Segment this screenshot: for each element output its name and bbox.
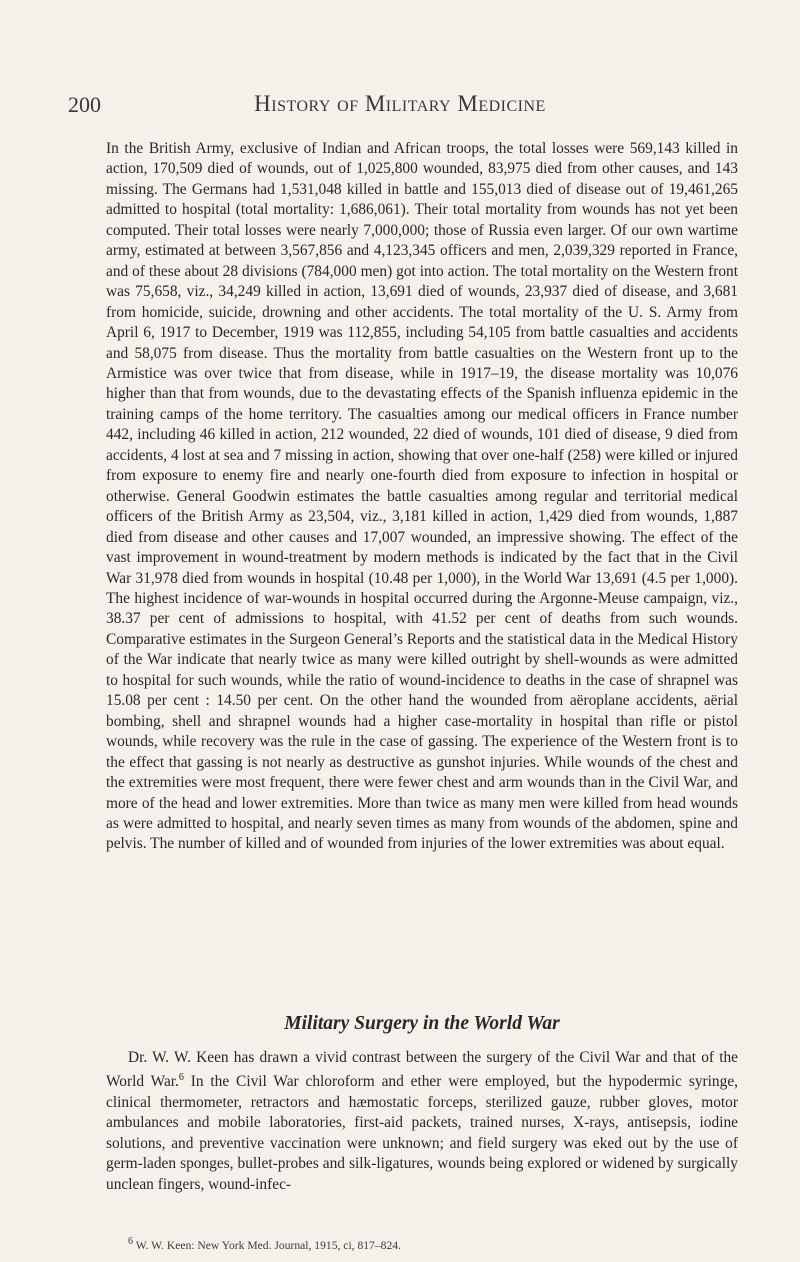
paragraph-2-text-b: In the Civil War chloroform and ether were employed, but the hypodermic syringe, clinical thermometer, retractors and hæmostatic forceps, sterilized gauze, rubber gloves, motor ambulances and mobile laboratories, first-aid packets, trained nurses, X-rays, antisepsis, iodine solutions, and preventive vaccination were unknown; and field surgery was eked out by the use of germ-laden sponges, bullet-probes and silk-ligatures, wounds being explored or widened by surgically unclean fingers, wound-infec- [106,1073,738,1193]
footnote [128,1236,401,1252]
section-heading: Military Surgery in the World War [284,1013,560,1034]
page-number: 200 [68,92,101,117]
footnote-text: W. W. Keen: New York Med. Journal, 1915, ci, 817–824. [133,1238,401,1252]
body-paragraph-2 [106,1048,738,1195]
running-head: History of Military Medicine [254,91,546,116]
footnote-marker: 6 [128,1236,133,1247]
footnote-reference: 6 [178,1072,184,1084]
body-paragraph: In the British Army, exclusive of Indian and African troops, the total losses were 569,143 killed in action, 170,509 died of wounds, out of 1,025,800 wounded, 83,975 died from other causes, and 143 missing. The Germans had 1,531,048 killed in battle and 155,013 died of disease out of 19,461,265 admitted to hospital (total mortality: 1,686,061). Their total mortality from wounds has not yet been computed. Their total losses were nearly 7,000,000; those of Russia even larger. Of our own wartime army, estimated at between 3,567,856 and 4,123,345 officers and men, 2,039,329 reported in France, and of these about 28 divisions (784,000 men) got into action. The total mortality on the Western front was 75,658, viz., 34,249 killed in action, 13,691 died of wounds, 23,937 died of disease, and 3,681 from homicide, suicide, drowning and other accidents. The total mortality of the U. S. Army from April 6, 1917 to December, 1919 was 112,855, including 54,105 from battle casualties and accidents and 58,075 from disease. Thus the mortality from battle casualties on the Western front up to the Armistice was over twice that from disease, while in 1917–19, the disease mortality was 10,076 higher than that from wounds, due to the devastating effects of the Spanish influenza epidemic in the training camps of the home territory. The casualties among our medical officers in France number 442, including 46 killed in action, 212 wounded, 22 died of wounds, 101 died of disease, 9 died from accidents, 4 lost at sea and 7 missing in action, showing that over one-half (258) were killed or injured from exposure to enemy fire and nearly one-fourth died from exposure to infection in hospital or otherwise. General Goodwin estimates the battle casualties among regular and territorial medical officers of the British Army as 23,504, viz., 3,181 killed in action, 1,429 died from wounds, 1,887 died from disease and other causes and 17,007 wounded, an impressive showing. The effect of the vast improvement in wound-treatment by modern methods is indicated by the fact that in the Civil War 31,978 died from wounds in hospital (10.48 per 1,000), in the World War 13,691 (4.5 per 1,000). The highest incidence of war-wounds in hospital occurred during the Argonne-Meuse campaign, viz., 38.37 per cent of admissions to hospital, with 41.52 per cent of deaths from such wounds. Comparative estimates in the Surgeon General’s Reports and the statistical data in the Medical History of the War indicate that nearly twice as many were killed outright by shell-wounds as were admitted to hospital for such wounds, while the ratio of wound-incidence to deaths in the case of shrapnel was 15.08 per cent : 14.50 per cent. On the other hand the wounded from aëroplane accidents, aërial bombing, shell and shrapnel wounds had a higher case-mortality in hospital than rifle or pistol wounds, while recovery was the rule in the case of gassing. The experience of the Western front is to the effect that gassing is not nearly as destructive as gunshot injuries. While wounds of the chest and the extremities were most frequent, there were fewer chest and arm wounds than in the Civil War, and more of the head and lower extremities. More than twice as many men were killed from head wounds as were admitted to hospital, and nearly seven times as many from wounds of the abdomen, spine and pelvis. The number of killed and of wounded from injuries of the lower extremities was about equal. [106,140,738,853]
paragraph-2-text-a: Dr. W. W. Keen has drawn a vivid contrast between the surgery of the Civil War and that of the World War. [106,1049,738,1091]
